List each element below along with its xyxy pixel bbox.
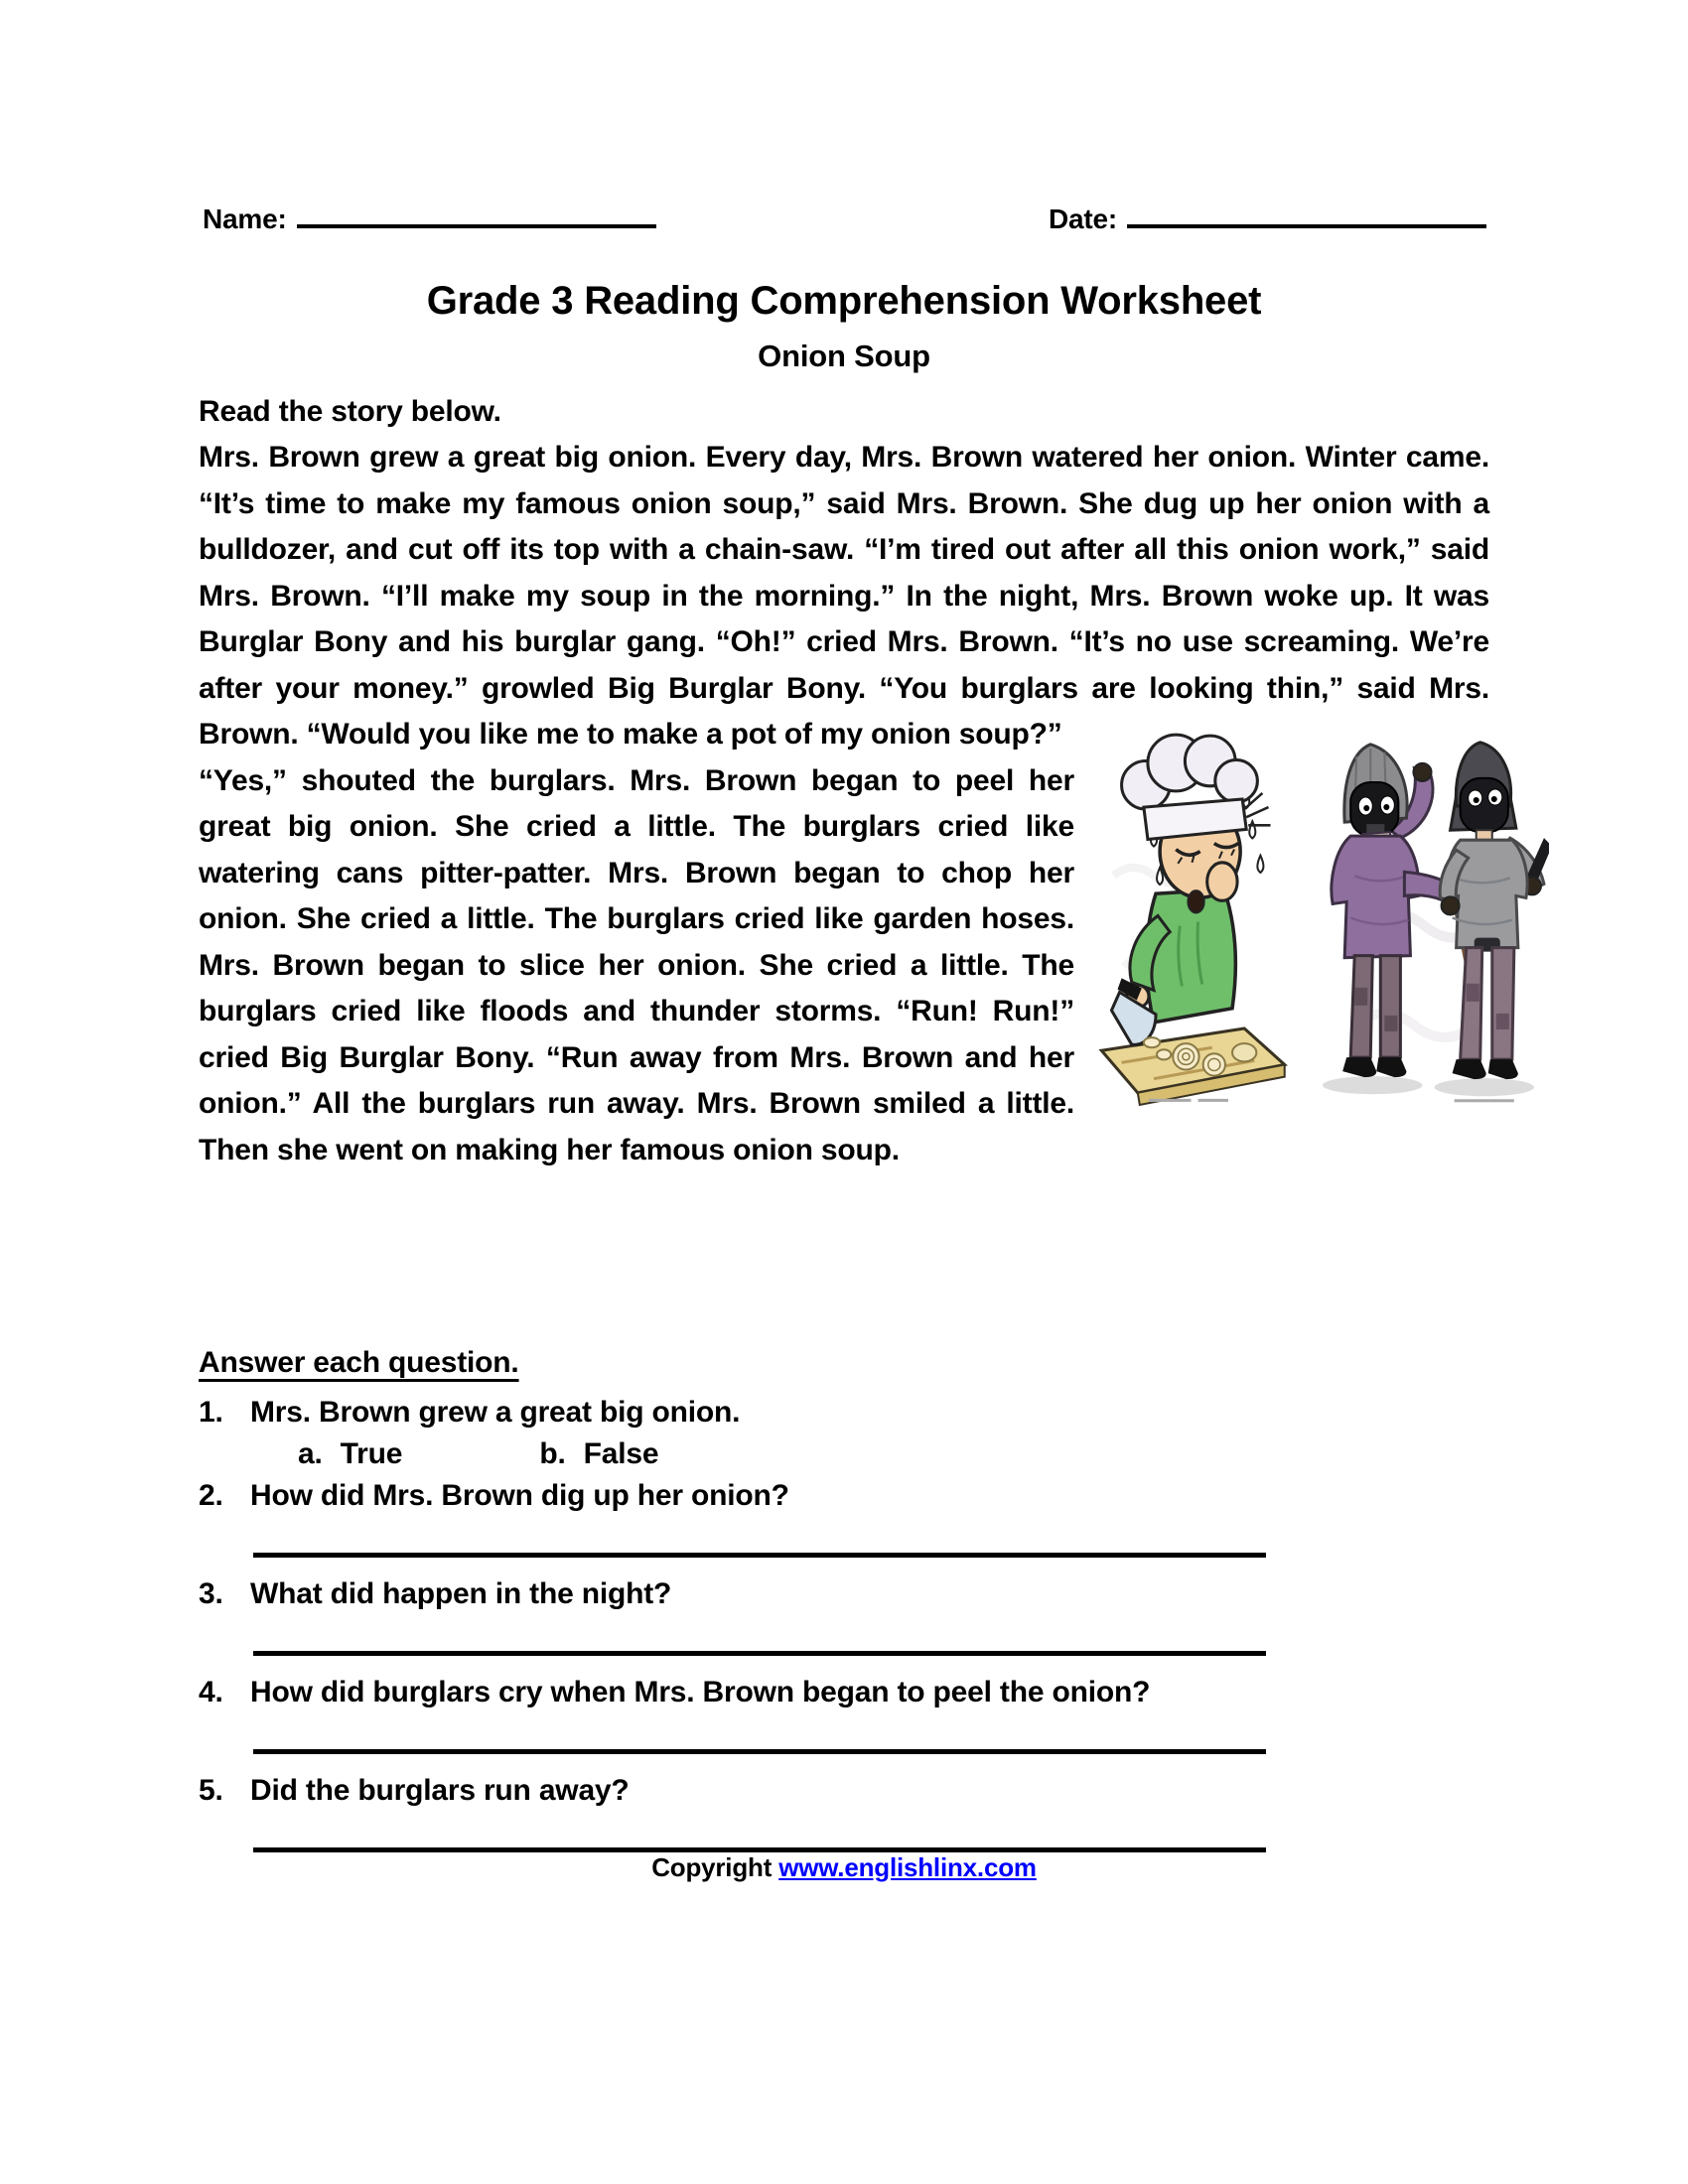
- question-2-text: How did Mrs. Brown dig up her onion?: [250, 1479, 789, 1512]
- question-1-text: Mrs. Brown grew a great big onion.: [250, 1396, 741, 1429]
- question-1: [199, 1392, 1489, 1433]
- question-2: [199, 1475, 1489, 1517]
- crying-chef-image: [1092, 725, 1291, 1107]
- englishlinx-link[interactable]: www.englishlinx.com: [778, 1852, 1037, 1882]
- footer: [199, 1852, 1489, 1883]
- answer-line-2[interactable]: [253, 1553, 1266, 1558]
- questions-heading: Answer each question.: [199, 1346, 519, 1379]
- answer-line-4[interactable]: [253, 1749, 1266, 1754]
- story-paragraph-2-text: “Yes,” shouted the burglars. Mrs. Brown began to peel her great big onion. She cried a little. The burglars cried like watering cans pitter-patter. Mrs. Brown began to chop her onion. She cried a little. The burglars cried like garden hoses. Mrs. Brown began to slice her onion. She cried a little. The burglars cried like floods and thunder storms. “Run! Run!” cried Big Burglar Bony. “Run away from Mrs. Brown and her onion.” All the burglars run away. Mrs. Brown smiled a little. Then she went on making her famous onion soup.: [199, 763, 1074, 1166]
- question-5-number: 5.: [199, 1774, 223, 1807]
- question-1-options: [298, 1433, 1489, 1475]
- question-1-number: 1.: [199, 1396, 223, 1429]
- question-3: [199, 1573, 1489, 1615]
- question-3-text: What did happen in the night?: [250, 1577, 672, 1610]
- story-text: [199, 435, 1489, 1173]
- date-blank-line[interactable]: [1127, 216, 1486, 228]
- option-false[interactable]: b. False: [539, 1437, 659, 1470]
- masked-burglars-image: [1305, 725, 1549, 1107]
- question-2-number: 2.: [199, 1479, 223, 1512]
- question-4-number: 4.: [199, 1676, 223, 1708]
- story-illustration: [1092, 725, 1549, 1107]
- copyright-label: Copyright: [651, 1852, 773, 1882]
- page-title: Grade 3 Reading Comprehension Worksheet: [426, 279, 1262, 323]
- answer-line-3[interactable]: [253, 1651, 1266, 1656]
- question-4: [199, 1672, 1489, 1713]
- story-paragraph-1: Mrs. Brown grew a great big onion. Every day, Mrs. Brown watered her onion. Winter came. “It’s time to make my famous onion soup,” said Mrs. Brown. She dug up her onion with a bulldozer, and cut off its top with a chain-saw. “I’m tired out after all this onion work,” said Mrs. Brown. “I’ll make my soup in the morning.” In the night, Mrs. Brown woke up. It was Burglar Bony and his burglar gang. “Oh!” cried Mrs. Brown. “It’s no use screaming. We’re after your money.” growled Big Burglar Bony. “You burglars are looking thin,” said Mrs. Brown. “Would you like me to make a pot of my onion soup?”: [199, 441, 1489, 751]
- question-3-number: 3.: [199, 1577, 223, 1610]
- question-5-text: Did the burglars run away?: [250, 1774, 630, 1807]
- name-blank-line[interactable]: [297, 216, 656, 228]
- name-label: Name:: [203, 204, 287, 234]
- questions-section: [199, 1342, 1489, 1868]
- name-field: [203, 204, 656, 235]
- instruction-text: Read the story below.: [199, 395, 501, 428]
- question-5: [199, 1770, 1489, 1812]
- date-label: Date:: [1049, 204, 1118, 234]
- option-true[interactable]: a. True: [298, 1437, 403, 1470]
- story-title: Onion Soup: [758, 339, 930, 373]
- story-paragraph-2: [199, 758, 1489, 1174]
- date-field: [1049, 204, 1486, 235]
- question-4-text: How did burglars cry when Mrs. Brown began to peel the onion?: [250, 1676, 1151, 1708]
